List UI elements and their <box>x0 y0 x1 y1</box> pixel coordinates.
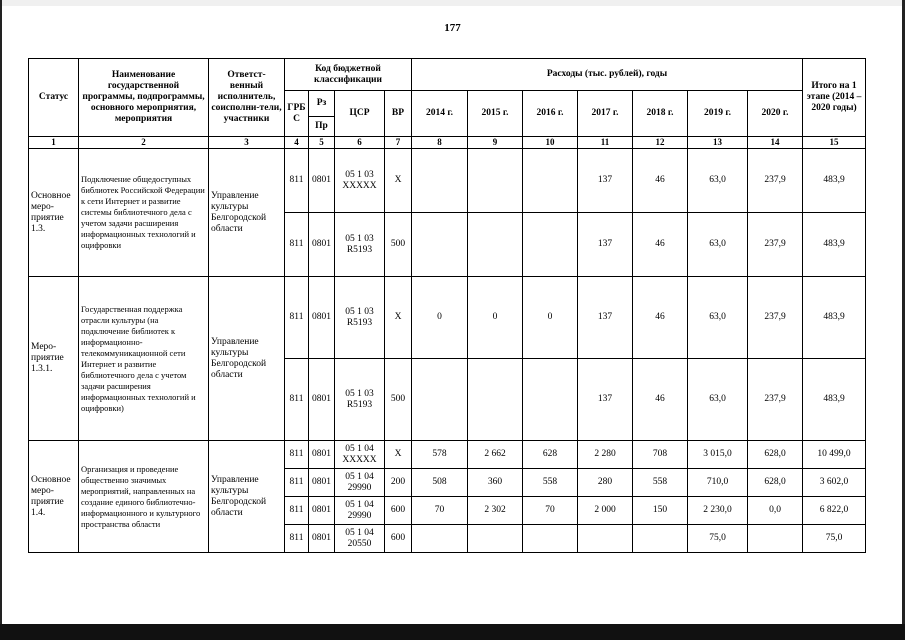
cell-2018: 46 <box>633 277 688 359</box>
cell-rz: 0801 <box>309 525 335 553</box>
column-number: 14 <box>748 137 803 149</box>
cell-csr: 05 1 04 29990 <box>335 497 385 525</box>
cell-2016: 0 <box>523 277 578 359</box>
row-status: Основное меро-приятие 1.4. <box>29 441 79 553</box>
cell-2018: 708 <box>633 441 688 469</box>
row-name: Организация и проведение общественно значимых мероприятий, направленных на создание единого библиотечно-информационного и культурного пространства области <box>79 441 209 553</box>
header-year-2020: 2020 г. <box>748 91 803 137</box>
cell-vr: X <box>385 441 412 469</box>
cell-rz: 0801 <box>309 149 335 213</box>
row-status: Меро-приятие 1.3.1. <box>29 277 79 441</box>
cell-2018: 46 <box>633 359 688 441</box>
cell-vr: 500 <box>385 359 412 441</box>
cell-total: 10 499,0 <box>803 441 866 469</box>
cell-total: 483,9 <box>803 359 866 441</box>
header-year-2015: 2015 г. <box>468 91 523 137</box>
cell-grbs: 811 <box>285 525 309 553</box>
cell-grbs: 811 <box>285 277 309 359</box>
header-status: Статус <box>29 59 79 137</box>
cell-2018: 46 <box>633 149 688 213</box>
column-number: 8 <box>412 137 468 149</box>
cell-2020: 237,9 <box>748 359 803 441</box>
cell-rz: 0801 <box>309 277 335 359</box>
budget-table <box>28 58 866 553</box>
cell-rz: 0801 <box>309 497 335 525</box>
cell-csr: 05 1 03 R5193 <box>335 277 385 359</box>
cell-2016: 628 <box>523 441 578 469</box>
cell-rz: 0801 <box>309 469 335 497</box>
column-number: 3 <box>209 137 285 149</box>
cell-2014 <box>412 149 468 213</box>
cell-csr: 05 1 03 R5193 <box>335 213 385 277</box>
cell-2019: 63,0 <box>688 359 748 441</box>
header-grbs: ГРБ С <box>285 91 309 137</box>
cell-2017: 280 <box>578 469 633 497</box>
cell-grbs: 811 <box>285 213 309 277</box>
cell-2016 <box>523 213 578 277</box>
header-year-2017: 2017 г. <box>578 91 633 137</box>
cell-vr: X <box>385 149 412 213</box>
cell-2019: 75,0 <box>688 525 748 553</box>
cell-rz: 0801 <box>309 359 335 441</box>
cell-2015: 2 662 <box>468 441 523 469</box>
cell-total: 483,9 <box>803 277 866 359</box>
cell-2020: 628,0 <box>748 441 803 469</box>
cell-2014: 70 <box>412 497 468 525</box>
cell-grbs: 811 <box>285 497 309 525</box>
cell-2020: 237,9 <box>748 213 803 277</box>
cell-2016: 558 <box>523 469 578 497</box>
column-number-row <box>29 137 866 149</box>
cell-2014: 508 <box>412 469 468 497</box>
header-pr: Пр <box>309 117 335 137</box>
cell-2015: 2 302 <box>468 497 523 525</box>
column-number: 11 <box>578 137 633 149</box>
cell-2017: 137 <box>578 359 633 441</box>
cell-2016 <box>523 149 578 213</box>
cell-2018 <box>633 525 688 553</box>
cell-2018: 46 <box>633 213 688 277</box>
cell-vr: 600 <box>385 497 412 525</box>
cell-csr: 05 1 04 20550 <box>335 525 385 553</box>
cell-total: 75,0 <box>803 525 866 553</box>
header-year-2019: 2019 г. <box>688 91 748 137</box>
row-status: Основное меро-приятие 1.3. <box>29 149 79 277</box>
cell-grbs: 811 <box>285 469 309 497</box>
cell-2019: 63,0 <box>688 149 748 213</box>
cell-rz: 0801 <box>309 213 335 277</box>
cell-2020: 237,9 <box>748 149 803 213</box>
column-number: 1 <box>29 137 79 149</box>
cell-vr: X <box>385 277 412 359</box>
table-row <box>29 441 866 469</box>
header-name: Наименование государственной программы, подпрограммы, основного мероприятия, мероприятия <box>79 59 209 137</box>
column-number: 4 <box>285 137 309 149</box>
cell-2014: 0 <box>412 277 468 359</box>
cell-2020: 237,9 <box>748 277 803 359</box>
header-total: Итого на 1 этапе (2014 – 2020 годы) <box>803 59 866 137</box>
cell-2014: 578 <box>412 441 468 469</box>
header-rz: Рз <box>309 91 335 117</box>
cell-2014 <box>412 359 468 441</box>
cell-rz: 0801 <box>309 441 335 469</box>
cell-2020: 0,0 <box>748 497 803 525</box>
cell-vr: 500 <box>385 213 412 277</box>
page-number: 177 <box>444 22 461 34</box>
column-number: 2 <box>79 137 209 149</box>
cell-2020 <box>748 525 803 553</box>
scan-top-edge <box>0 0 905 6</box>
cell-total: 3 602,0 <box>803 469 866 497</box>
cell-2015 <box>468 213 523 277</box>
cell-2017: 137 <box>578 277 633 359</box>
cell-grbs: 811 <box>285 441 309 469</box>
cell-2020: 628,0 <box>748 469 803 497</box>
cell-2016 <box>523 525 578 553</box>
cell-2018: 558 <box>633 469 688 497</box>
header-year-2014: 2014 г. <box>412 91 468 137</box>
header-expenses: Расходы (тыс. рублей), годы <box>412 59 803 91</box>
cell-grbs: 811 <box>285 149 309 213</box>
table-row <box>29 277 866 359</box>
table-row <box>29 149 866 213</box>
row-executor: Управление культуры Белгородской области <box>209 277 285 441</box>
cell-2015: 0 <box>468 277 523 359</box>
column-number: 10 <box>523 137 578 149</box>
row-executor: Управление культуры Белгородской области <box>209 441 285 553</box>
cell-2017: 137 <box>578 213 633 277</box>
cell-2015 <box>468 525 523 553</box>
cell-2017: 2 000 <box>578 497 633 525</box>
header-executor: Ответст-венный исполнитель, соисполни-тели, участники <box>209 59 285 137</box>
cell-2018: 150 <box>633 497 688 525</box>
column-number: 15 <box>803 137 866 149</box>
cell-2014 <box>412 525 468 553</box>
column-number: 13 <box>688 137 748 149</box>
cell-total: 483,9 <box>803 213 866 277</box>
row-name: Подключение общедоступных библиотек Российской Федерации к сети Интернет и развитие системы библиотечного дела с учетом задачи расширения информационных технологий и оцифровки <box>79 149 209 277</box>
cell-2019: 710,0 <box>688 469 748 497</box>
header-vr: ВР <box>385 91 412 137</box>
cell-2015 <box>468 359 523 441</box>
cell-vr: 200 <box>385 469 412 497</box>
scan-left-edge <box>0 0 2 640</box>
cell-2019: 2 230,0 <box>688 497 748 525</box>
cell-2017 <box>578 525 633 553</box>
column-number: 7 <box>385 137 412 149</box>
cell-2014 <box>412 213 468 277</box>
cell-2016: 70 <box>523 497 578 525</box>
row-executor: Управление культуры Белгородской области <box>209 149 285 277</box>
cell-2017: 137 <box>578 149 633 213</box>
cell-2019: 63,0 <box>688 277 748 359</box>
header-csr: ЦСР <box>335 91 385 137</box>
cell-2019: 3 015,0 <box>688 441 748 469</box>
scan-bottom-edge <box>0 624 905 640</box>
cell-vr: 600 <box>385 525 412 553</box>
cell-csr: 05 1 04 XXXXX <box>335 441 385 469</box>
cell-csr: 05 1 03 XXXXX <box>335 149 385 213</box>
row-name: Государственная поддержка отрасли культуры (на подключение библиотек к информационно-телекоммуникационной сети Интернет и развитие библиотечного дела с учетом задачи расширения информационных технологий и оцифровки) <box>79 277 209 441</box>
cell-2019: 63,0 <box>688 213 748 277</box>
cell-csr: 05 1 03 R5193 <box>335 359 385 441</box>
header-year-2018: 2018 г. <box>633 91 688 137</box>
cell-2015 <box>468 149 523 213</box>
cell-2015: 360 <box>468 469 523 497</box>
cell-csr: 05 1 04 29990 <box>335 469 385 497</box>
column-number: 9 <box>468 137 523 149</box>
cell-total: 483,9 <box>803 149 866 213</box>
cell-total: 6 822,0 <box>803 497 866 525</box>
column-number: 12 <box>633 137 688 149</box>
cell-2017: 2 280 <box>578 441 633 469</box>
header-year-2016: 2016 г. <box>523 91 578 137</box>
header-budget-code: Код бюджетной классификации <box>285 59 412 91</box>
column-number: 5 <box>309 137 335 149</box>
cell-grbs: 811 <box>285 359 309 441</box>
column-number: 6 <box>335 137 385 149</box>
cell-2016 <box>523 359 578 441</box>
